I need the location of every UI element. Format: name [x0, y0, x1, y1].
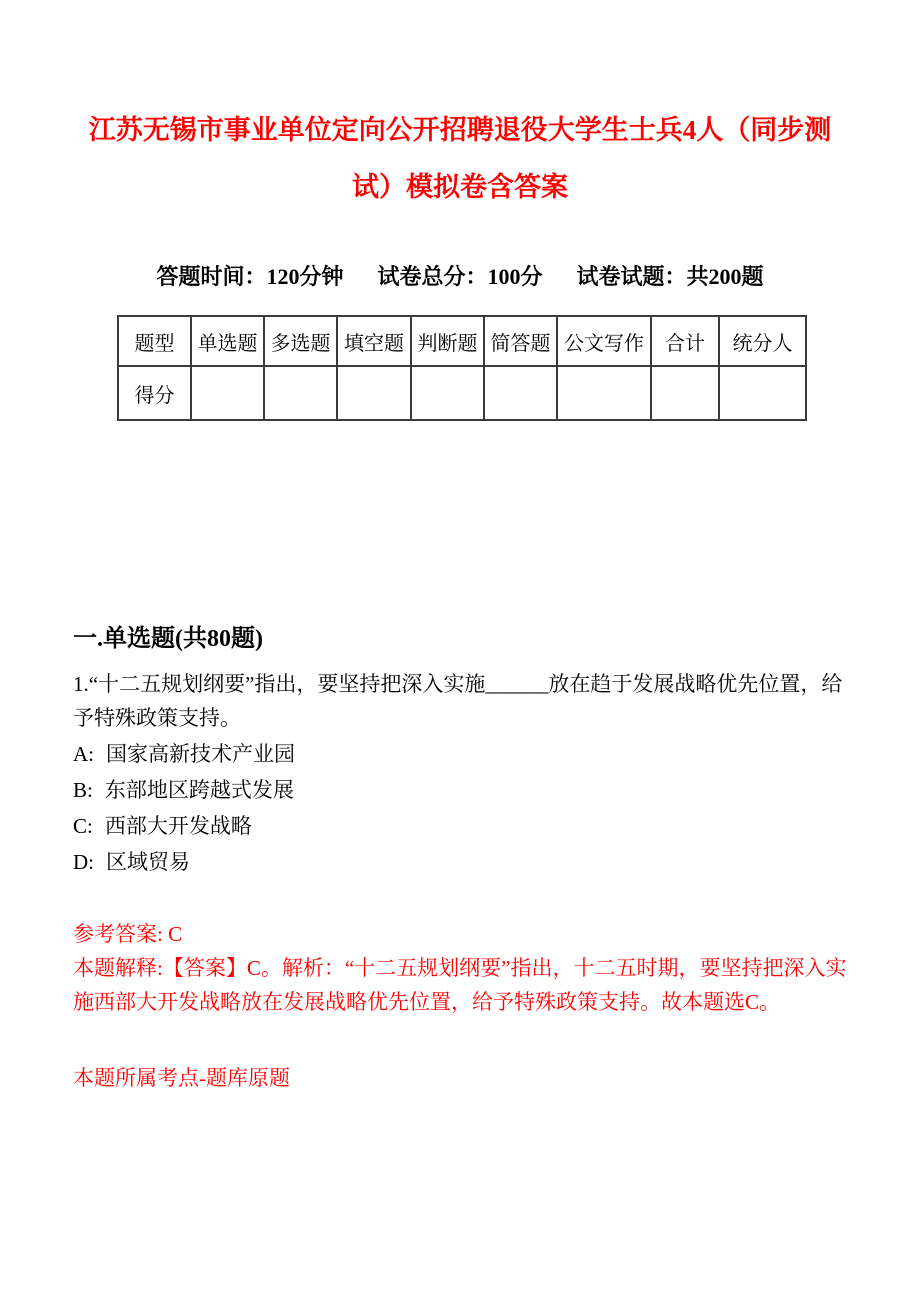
- option-c: [73, 809, 847, 843]
- score-header-true-false: 判断题: [411, 316, 484, 366]
- score-row-label: 得分: [118, 366, 191, 420]
- option-d-label: D:: [73, 850, 94, 874]
- option-d-text: 区域贸易: [106, 850, 190, 874]
- score-cell-empty: [337, 366, 411, 420]
- exam-meta-line: [73, 260, 847, 291]
- meta-total-score: 试卷总分：100分: [377, 264, 543, 289]
- score-header-total: 合计: [651, 316, 719, 366]
- score-header-multi-choice: 多选题: [264, 316, 337, 366]
- score-cell-empty: [264, 366, 337, 420]
- option-b: [73, 773, 847, 807]
- option-b-text: 东部地区跨越式发展: [104, 778, 294, 802]
- option-d: [73, 845, 847, 879]
- score-header-scorer: 统分人: [719, 316, 806, 366]
- score-cell-empty: [484, 366, 557, 420]
- score-table: [117, 315, 807, 421]
- question-source: 本题所属考点-题库原题: [73, 1066, 290, 1090]
- meta-answer-time: 答题时间：120分钟: [156, 264, 344, 289]
- section-heading: 一.单选题(共80题): [73, 626, 263, 652]
- score-cell-empty: [557, 366, 651, 420]
- score-header-short-answer: 简答题: [484, 316, 557, 366]
- score-header-fill-blank: 填空题: [337, 316, 411, 366]
- option-a-text: 国家高新技术产业园: [106, 742, 295, 766]
- document-title: 江苏无锡市事业单位定向公开招聘退役大学生士兵4人（同步测试）模拟卷含答案: [88, 115, 832, 202]
- option-a-label: A:: [73, 742, 94, 766]
- option-a: [73, 737, 847, 771]
- option-c-label: C:: [73, 814, 93, 838]
- score-table-value-row: [118, 366, 806, 420]
- score-header-single-choice: 单选题: [191, 316, 264, 366]
- question-text: 1.“十二五规划纲要”指出，要坚持把深入实施______放在趋于发展战略优先位置，给予特殊政策支持。: [73, 672, 843, 730]
- score-header-official-writing: 公文写作: [557, 316, 651, 366]
- score-cell-empty: [191, 366, 264, 420]
- option-c-text: 西部大开发战略: [104, 814, 252, 838]
- score-cell-empty: [719, 366, 806, 420]
- score-cell-empty: [411, 366, 484, 420]
- reference-answer: 参考答案: C: [73, 922, 183, 946]
- score-cell-empty: [651, 366, 719, 420]
- score-table-header-row: [118, 316, 806, 366]
- score-header-question-type: 题型: [118, 316, 191, 366]
- answer-explanation: 本题解释:【答案】C。解析：“十二五规划纲要”指出，十二五时期，要坚持把深入实施西部大开发战略放在发展战略优先位置，给予特殊政策支持。故本题选C。: [73, 956, 847, 1014]
- option-b-label: B:: [73, 778, 93, 802]
- meta-question-count: 试卷试题：共200题: [576, 264, 764, 289]
